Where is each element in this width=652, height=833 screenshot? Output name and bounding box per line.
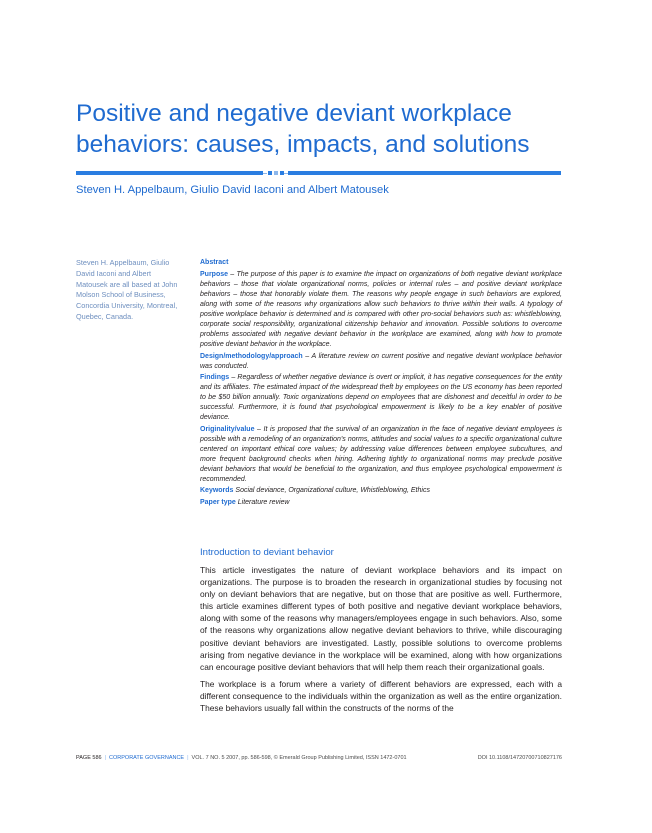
footer-separator: | bbox=[187, 755, 189, 761]
abstract-section-label: Keywords bbox=[200, 487, 234, 494]
abstract-section-label: Purpose bbox=[200, 271, 229, 278]
abstract-section-text: – Regardless of whether negative deviance is overt or implicit, it has negative consequences for the entity and its affiliates. The estimated impact of the widespread theft by employees on the US economy has been reported to be $50 billion annually. Toxic organizations depend on employees that are dishonest and deceitful in order to be successful. Furthermore, it is found that psychological empowerment is likely to be a key enabler of positive deviance. bbox=[200, 374, 562, 421]
abstract-section-text: – It is proposed that the survival of an organization in the face of negative deviant employees is possible with a remodeling of an organization's norms, attitudes and social values to a specific organizational culture centered on important ethical core values; by addressing value differences between employee subcultures, and more frequent background checks when hiring. Adhering tightly to organizational norms may preclude positive deviant behaviors that would be beneficial to the organization, and thus employee psychological empowerment is recommended. bbox=[200, 425, 562, 483]
citation: VOL. 7 NO. 5 2007, pp. 586-598, © Emerald Group Publishing Limited, ISSN 1472-0701 bbox=[191, 755, 407, 761]
abstract-paper-type bbox=[200, 498, 562, 508]
abstract-findings bbox=[200, 373, 562, 423]
article-title: Positive and negative deviant workplace behaviors: causes, impacts, and solutions bbox=[76, 100, 530, 158]
abstract-design bbox=[200, 352, 562, 372]
abstract-originality bbox=[200, 425, 562, 485]
paragraph: This article investigates the nature of deviant workplace behaviors and its impact on organizations. The purpose is to broaden the research in organizational studies by focusing not only on deviant behaviors that are negative, but on those that are positive as well. Furthermore, this article examines different types of both positive and negative deviant workplace behaviors, along with some of the reasons why managers/employees engage in such behaviors. Also, some of the reasons why organizations allow negative deviant behaviors to thrive, while discouraging positive deviant behaviors are investigated. Lastly, possible solutions to overcome problems arising from negative deviance in the workplace will be examined, along with how organizations can encourage positive deviant behaviors that will help them reach their organizational goals. bbox=[200, 565, 562, 672]
abstract-section-text: – A literature review on current positive and negative deviant workplace behavior was conducted. bbox=[200, 352, 562, 370]
abstract bbox=[200, 258, 562, 509]
title-rule-left bbox=[76, 171, 263, 175]
title-rule-right bbox=[288, 171, 561, 175]
title-rule-square bbox=[268, 171, 272, 175]
abstract-heading: Abstract bbox=[200, 259, 229, 266]
page-number: PAGE 586 bbox=[76, 755, 102, 761]
title-rule-connector bbox=[263, 173, 267, 174]
doi: DOI 10.1108/14720700710827176 bbox=[477, 755, 562, 761]
paragraph: The workplace is a forum where a variety of different behaviors are expressed, each with a different consequence to the individuals within the organization as well as the entire organization. These behaviors usually fall within the constructs of the norms of the bbox=[200, 678, 562, 714]
abstract-keywords bbox=[200, 486, 562, 496]
footer-separator: | bbox=[104, 755, 107, 761]
abstract-purpose bbox=[200, 270, 562, 350]
abstract-section-text: Literature review bbox=[235, 498, 290, 506]
journal-name: CORPORATE GOVERNANCE bbox=[109, 755, 185, 761]
abstract-section-text: Social deviance, Organizational culture, Whistleblowing, Ethics bbox=[233, 487, 430, 494]
body-text bbox=[200, 564, 562, 719]
author-affiliation: Steven H. Appelbaum, Giulio David Iaconi and Albert Matousek are all based at John Molson School of Business, Concordia University, Montreal, Quebec, Canada. bbox=[76, 258, 178, 321]
abstract-section-text: – The purpose of this paper is to examine the impact on organizations of both negative deviant workplace behaviors – those that violate organizational norms, policies or internal rules – and positive deviant workplace behaviors – those that honorably violate them. The reasons why people engage in such behaviors are explored, along with some of the reasons why organizations allow such behaviors to thrive within their walls. A typology of positive workplace behavior is determined and is compared with other pro-social behaviors such as: whistleblowing, corporate social responsibility, organizational citizenship behavior and innovation. Possible solutions to overcome problems associated with negative deviant behavior in the workplace are examined, along with how to promote positive deviant behavior in the workplace. bbox=[200, 271, 562, 348]
footer-left bbox=[76, 755, 407, 761]
abstract-section-label: Findings bbox=[200, 374, 230, 381]
abstract-section-label: Paper type bbox=[200, 498, 236, 506]
section-heading: Introduction to deviant behavior bbox=[200, 547, 334, 558]
abstract-section-label: Design/methodology/approach bbox=[200, 352, 303, 360]
abstract-section-label: Originality/value bbox=[200, 425, 255, 433]
author-list: Steven H. Appelbaum, Giulio David Iaconi and Albert Matousek bbox=[76, 184, 389, 196]
title-rule-square bbox=[274, 171, 278, 175]
